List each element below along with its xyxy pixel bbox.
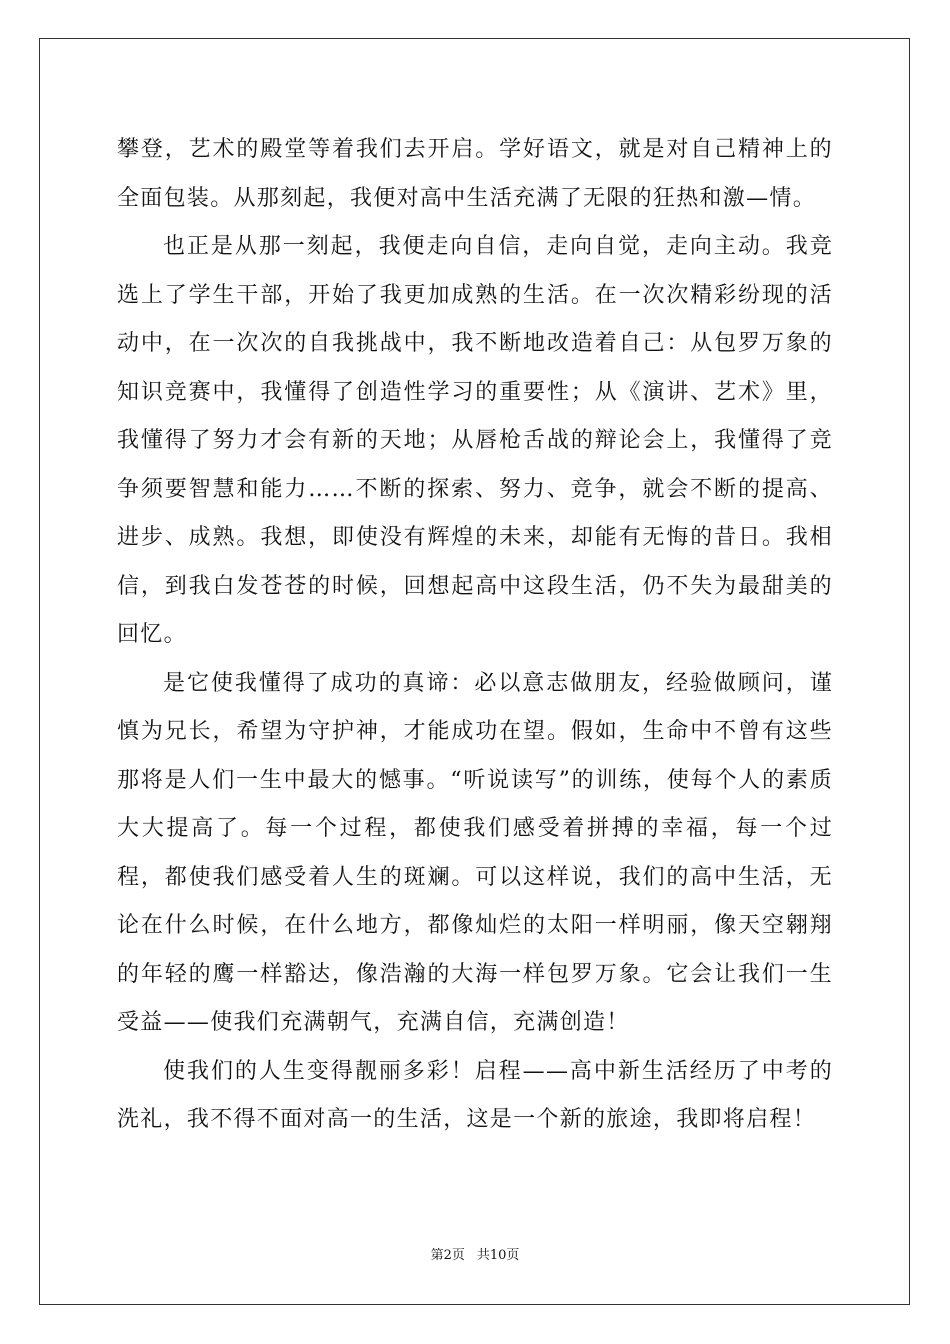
page-footer	[0, 1248, 950, 1264]
paragraph-4: 使我们的人生变得靓丽多彩！启程——高中新生活经历了中考的洗礼，我不得不面对高一的生活，这是一个新的旅途，我即将启程！	[117, 1058, 833, 1132]
paragraph-3: 是它使我懂得了成功的真谛：必以意志做朋友，经验做顾问，谨慎为兄长，希望为守护神，才能成功在望。假如，生命中不曾有这些那将是人们一生中最大的憾事。“听说读写”的训练，使每个人的素质大大提高了。每一个过程，都使我们感受着拼搏的幸福，每一个过程，都使我们感受着人生的斑斓。可以这样说，我们的高中生活，无论在什么时候，在什么地方，都像灿烂的太阳一样明丽，像天空翱翔的年轻的鹰一样豁达，像浩瀚的大海一样包罗万象。它会让我们一生受益——使我们充满朝气，充满自信，充满创造！	[117, 670, 833, 1035]
page-total: 共10页	[476, 1248, 520, 1263]
paragraph-1: 攀登，艺术的殿堂等着我们去开启。学好语文，就是对自己精神上的全面包装。从那刻起，我便对高中生活充满了无限的狂热和激—情。	[117, 137, 833, 211]
page-number: 第2页	[430, 1248, 465, 1263]
document-body	[117, 126, 833, 1145]
paragraph-2: 也正是从那一刻起，我便走向自信，走向自觉，走向主动。我竞选上了学生干部，开始了我更加成熟的生活。在一次次精彩纷现的活动中，在一次次的自我挑战中，我不断地改造着自己：从包罗万象的知识竞赛中，我懂得了创造性学习的重要性；从《演讲、艺术》里，我懂得了努力才会有新的天地；从唇枪舌战的辩论会上，我懂得了竞争须要智慧和能力……不断的探索、努力、竞争，就会不断的提高、进步、成熟。我想，即使没有辉煌的未来，却能有无悔的昔日。我相信，到我白发苍苍的时候，回想起高中这段生活，仍不失为最甜美的回忆。	[117, 234, 833, 647]
